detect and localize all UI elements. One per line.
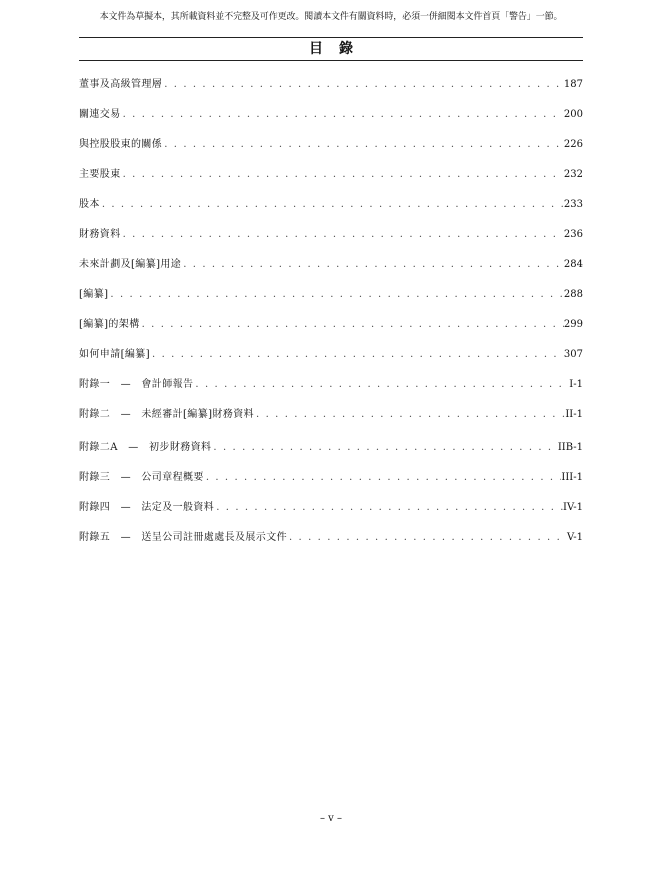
toc-entry[interactable]: [79, 198, 583, 212]
toc-entry[interactable]: [79, 288, 583, 302]
toc-entry-label: 股本: [79, 199, 100, 210]
toc-entry[interactable]: [79, 378, 583, 392]
toc-entry[interactable]: [79, 258, 583, 272]
toc-leader-dots: [123, 228, 564, 242]
toc-entry[interactable]: [79, 138, 583, 152]
toc-entry-page: I-1: [569, 379, 583, 390]
toc-entry-page: 226: [563, 139, 583, 150]
toc-entry[interactable]: [79, 318, 583, 332]
toc-entry-label: 未來計劃及[編纂]用途: [79, 259, 182, 270]
toc-leader-dots: [152, 348, 564, 362]
toc-leader-dots: [123, 168, 564, 182]
toc-entry[interactable]: [79, 408, 583, 422]
toc-entry-page: IIB-1: [557, 442, 583, 453]
toc-leader-dots: [195, 378, 566, 392]
toc-entry-page: III-1: [561, 472, 583, 483]
toc-entry-label: 附錄四 — 法定及一般資料: [79, 502, 215, 513]
toc-entry-label: 關連交易: [79, 109, 121, 120]
toc-entry[interactable]: [79, 501, 583, 515]
toc-leader-dots: [164, 138, 564, 152]
toc-entry-label: 如何申請[編纂]: [79, 349, 151, 360]
toc-leader-dots: [213, 441, 557, 455]
toc-entry-page: 187: [563, 79, 583, 90]
toc-leader-dots: [102, 198, 563, 212]
toc-leader-dots: [256, 408, 565, 422]
toc-entry-page: 236: [563, 229, 583, 240]
toc-entry[interactable]: [79, 168, 583, 182]
toc-entry-label: 與控股股東的關係: [79, 139, 163, 150]
title-rule-bottom: [79, 60, 583, 61]
toc-entry[interactable]: [79, 108, 583, 122]
toc-entry-label: 附錄二A — 初步財務資料: [79, 442, 212, 453]
page-title: 目錄: [309, 41, 369, 57]
toc-entry-page: 200: [563, 109, 583, 120]
toc-leader-dots: [289, 531, 567, 545]
toc-entry-page: 299: [563, 319, 583, 330]
toc-entry[interactable]: [79, 471, 583, 485]
toc-leader-dots: [206, 471, 562, 485]
toc-entry-label: [編纂]的架構: [79, 319, 140, 330]
page-number: – v –: [319, 813, 342, 824]
toc-leader-dots: [164, 78, 564, 92]
toc-leader-dots: [183, 258, 564, 272]
toc-entry-page: II-1: [565, 409, 583, 420]
toc-entry[interactable]: [79, 78, 583, 92]
toc-entry-label: 附錄三 — 公司章程概要: [79, 472, 204, 483]
toc-entry-label: 附錄五 — 送呈公司註冊處處長及展示文件: [79, 532, 287, 543]
toc-entry[interactable]: [79, 531, 583, 545]
toc-entry-page: IV-1: [563, 502, 583, 513]
toc-entry-label: 附錄二 — 未經審計[編纂]財務資料: [79, 409, 255, 420]
toc-entry-page: V-1: [566, 532, 583, 543]
toc-leader-dots: [142, 318, 564, 332]
toc-entry-label: [編纂]: [79, 289, 109, 300]
toc-entry[interactable]: [79, 228, 583, 242]
toc-entry-label: 董事及高級管理層: [79, 79, 163, 90]
toc-leader-dots: [123, 108, 564, 122]
toc-entry-label: 財務資料: [79, 229, 121, 240]
draft-notice: 本文件為草擬本，其所載資料並不完整及可作更改。閱讀本文件有關資料時，必須一併細閱本文件首頁「警告」一節。: [99, 12, 563, 22]
toc-entry-page: 284: [563, 259, 583, 270]
title-rule-top: [79, 37, 583, 38]
toc-entry-page: 233: [563, 199, 583, 210]
toc-entry-page: 288: [563, 289, 583, 300]
toc-entry-label: 主要股東: [79, 169, 121, 180]
toc-leader-dots: [110, 288, 563, 302]
toc-entry-page: 307: [563, 349, 583, 360]
toc-entry[interactable]: [79, 441, 583, 455]
toc-entry-label: 附錄一 — 會計師報告: [79, 379, 194, 390]
toc-entry-page: 232: [563, 169, 583, 180]
toc-entry[interactable]: [79, 348, 583, 362]
toc-leader-dots: [216, 501, 563, 515]
